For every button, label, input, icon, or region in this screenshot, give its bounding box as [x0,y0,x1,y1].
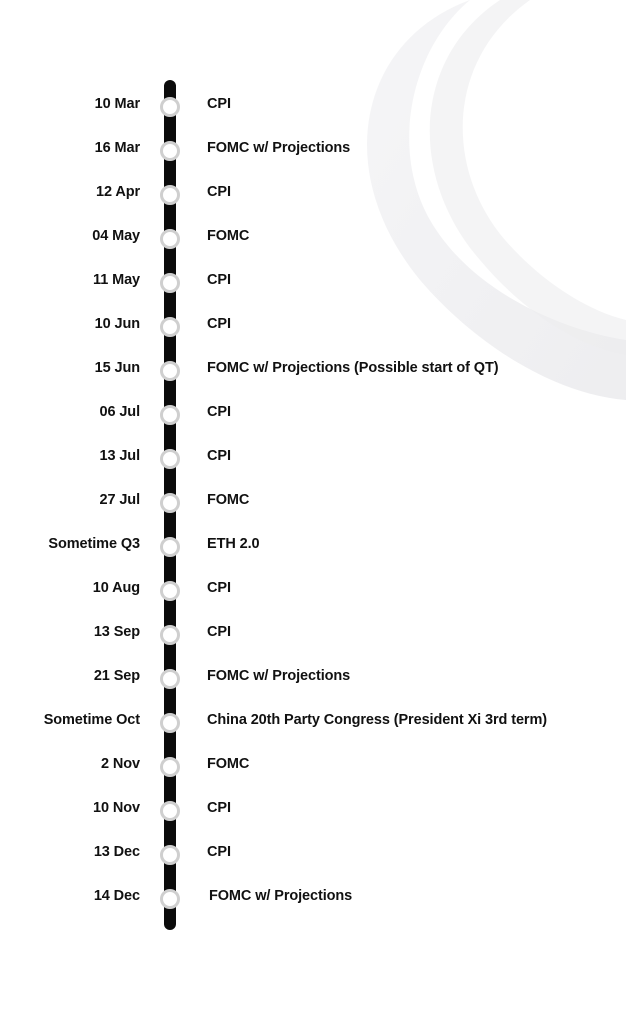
row-event: CPI [207,800,231,816]
row-event: China 20th Party Congress (President Xi 3rd term) [207,712,547,728]
row-event: ETH 2.0 [207,536,260,552]
row-event: FOMC w/ Projections (Possible start of QT) [207,360,499,376]
timeline-row [0,842,626,868]
timeline-node [160,757,180,777]
timeline-row [0,798,626,824]
row-date: 06 Jul [99,404,140,420]
timeline-node [160,625,180,645]
timeline-row [0,226,626,252]
row-date: 13 Dec [93,844,140,860]
timeline-row [0,94,626,120]
timeline-node [160,185,180,205]
row-event: CPI [207,96,231,112]
row-date: 27 Jul [99,492,140,508]
timeline-row [0,710,626,736]
timeline-node [160,317,180,337]
row-date: 13 Sep [93,624,140,640]
row-event: FOMC w/ Projections [207,140,351,156]
timeline-row [0,402,626,428]
timeline-node [160,361,180,381]
row-event: CPI [207,404,231,420]
row-date: 10 Aug [92,580,140,596]
timeline-node [160,229,180,249]
row-event: FOMC [207,228,250,244]
row-date: 12 Apr [96,184,140,200]
timeline-node [160,97,180,117]
row-event: CPI [207,316,231,332]
row-event: CPI [207,580,231,596]
row-date: Sometime Oct [43,712,140,728]
timeline-row [0,534,626,560]
row-date: 04 May [92,228,140,244]
timeline-node [160,845,180,865]
row-date: Sometime Q3 [48,536,140,552]
row-date: 15 Jun [94,360,140,376]
timeline-row [0,446,626,472]
timeline-node [160,493,180,513]
timeline-row [0,358,626,384]
row-event: FOMC [207,492,250,508]
row-date: 14 Dec [93,888,140,904]
timeline-node [160,889,180,909]
timeline-node [160,581,180,601]
timeline-row [0,886,626,912]
row-event: CPI [207,272,231,288]
row-event: CPI [207,624,231,640]
row-date: 21 Sep [93,668,140,684]
row-event: CPI [207,844,231,860]
row-date: 10 Mar [94,96,140,112]
timeline-node [160,801,180,821]
timeline-row [0,622,626,648]
row-date: 10 Jun [94,316,140,332]
timeline-row [0,314,626,340]
timeline-row [0,138,626,164]
row-date: 10 Nov [93,800,140,816]
row-event: FOMC w/ Projections [207,668,351,684]
row-event: CPI [207,448,231,464]
row-date: 16 Mar [94,140,140,156]
row-date: 13 Jul [99,448,140,464]
timeline-row [0,270,626,296]
timeline-node [160,405,180,425]
timeline-row [0,754,626,780]
row-date: 2 Nov [101,756,140,772]
timeline-row [0,666,626,692]
timeline-node [160,713,180,733]
row-event: FOMC w/ Projections [209,888,353,904]
row-event: FOMC [207,756,250,772]
timeline-node [160,273,180,293]
timeline-node [160,449,180,469]
timeline-row [0,182,626,208]
row-event: CPI [207,184,231,200]
row-date: 11 May [93,272,140,288]
timeline-row [0,490,626,516]
timeline-node [160,669,180,689]
timeline-row [0,578,626,604]
timeline-node [160,537,180,557]
timeline-node [160,141,180,161]
